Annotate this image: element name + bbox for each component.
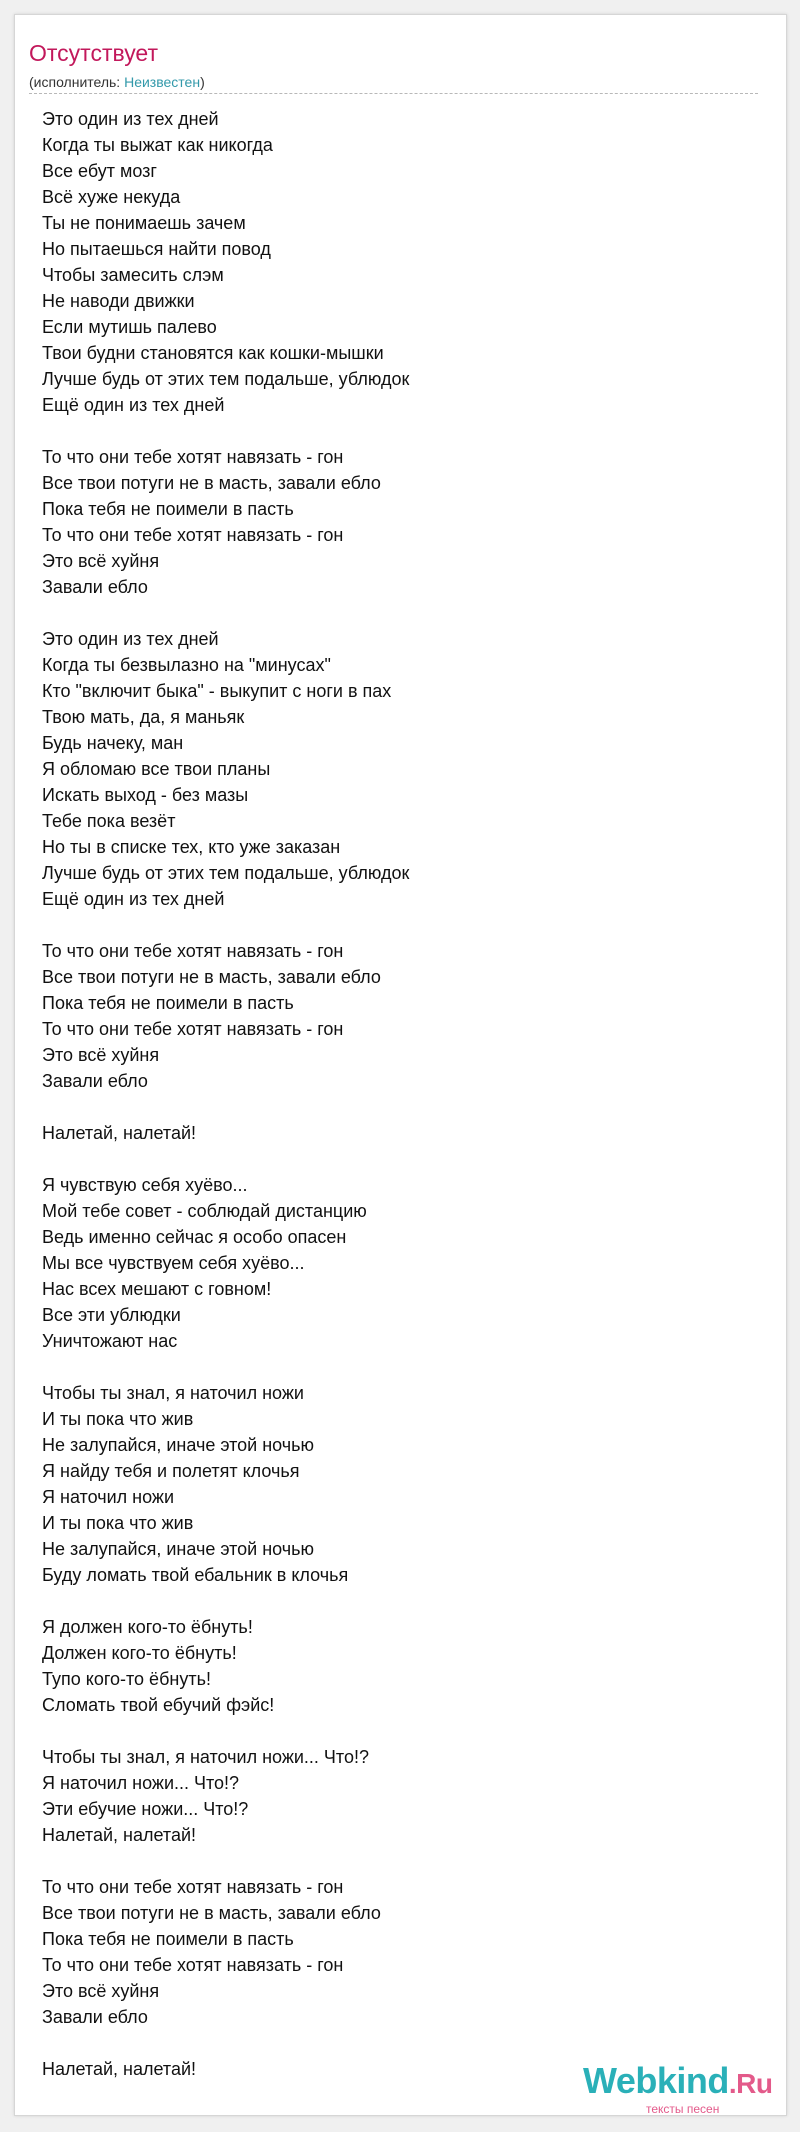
lyric-line: Это один из тех дней [42,629,219,649]
lyric-line: Всё хуже некуда [42,187,181,207]
lyric-line: Это всё хуйня [42,551,160,571]
lyric-line: Налетай, налетай! [42,2059,197,2079]
lyric-line: И ты пока что жив [42,1513,194,1533]
lyric-line: Лучше будь от этих тем подальше, ублюдок [42,863,410,883]
lyric-line: Искать выход - без мазы [42,785,249,805]
lyric-line: Не наводи движки [42,291,195,311]
stanza-break [42,1718,742,1744]
lyric-line: Ещё один из тех дней [42,889,225,909]
lyric-line: Нас всех мешают с говном! [42,1279,272,1299]
lyric-line: Я обломаю все твои планы [42,759,271,779]
lyric-line: Пока тебя не поимели в пасть [42,499,294,519]
lyric-line: Когда ты безвылазно на "минусах" [42,655,331,675]
lyrics-body [42,106,742,2082]
lyric-line: Лучше будь от этих тем подальше, ублюдок [42,369,410,389]
watermark-logo [583,2060,772,2102]
artist-suffix: ) [200,74,205,90]
lyric-line: Ещё один из тех дней [42,395,225,415]
stanza-break [42,418,742,444]
lyric-line: То что они тебе хотят навязать - гон [42,1019,344,1039]
lyric-line: Ведь именно сейчас я особо опасен [42,1227,347,1247]
lyric-line: Это всё хуйня [42,1045,160,1065]
artist-link[interactable]: Неизвестен [124,74,201,90]
artist-prefix: (исполнитель: [29,74,125,90]
lyric-line: Я найду тебя и полетят клочья [42,1461,300,1481]
lyric-line: Не залупайся, иначе этой ночью [42,1435,315,1455]
webkind-watermark [583,2060,773,2120]
lyric-line: Чтобы ты знал, я наточил ножи... Что!? [42,1747,369,1767]
lyric-line: Твои будни становятся как кошки-мышки [42,343,384,363]
lyric-line: Твою мать, да, я маньяк [42,707,245,727]
lyric-line: Уничтожают нас [42,1331,178,1351]
stanza-break [42,1146,742,1172]
song-title: Отсутствует [29,40,158,66]
lyric-line: Должен кого-то ёбнуть! [42,1643,237,1663]
lyric-line: И ты пока что жив [42,1409,194,1429]
lyric-line: Кто "включит быка" - выкупит с ноги в пах [42,681,392,701]
lyric-line: Сломать твой ебучий фэйс! [42,1695,275,1715]
lyric-line: Завали ебло [42,2007,148,2027]
lyric-line: Я должен кого-то ёбнуть! [42,1617,253,1637]
lyric-line: Тебе пока везёт [42,811,176,831]
lyric-line: То что они тебе хотят навязать - гон [42,525,344,545]
lyric-line: Я наточил ножи [42,1487,174,1507]
watermark-brand: Webkind [583,2060,729,2101]
stanza-break [42,1094,742,1120]
lyric-line: Мы все чувствуем себя хуёво... [42,1253,305,1273]
stanza-break [42,1354,742,1380]
lyric-line: Пока тебя не поимели в пасть [42,1929,294,1949]
lyric-line: Это один из тех дней [42,109,219,129]
watermark-tld: .Ru [728,2068,773,2099]
stanza-break [42,912,742,938]
lyric-line: Будь начеку, ман [42,733,184,753]
artist-line [29,74,205,90]
lyric-line: Пока тебя не поимели в пасть [42,993,294,1013]
lyric-line: Это всё хуйня [42,1981,160,2001]
lyric-line: Эти ебучие ножи... Что!? [42,1799,249,1819]
lyric-line: Налетай, налетай! [42,1123,197,1143]
stanza-break [42,1588,742,1614]
lyric-line: Я чувствую себя хуёво... [42,1175,248,1195]
lyric-line: Мой тебе совет - соблюдай дистанцию [42,1201,367,1221]
stanza-break [42,2030,742,2056]
lyric-line: Я наточил ножи... Что!? [42,1773,240,1793]
lyric-line: Чтобы ты знал, я наточил ножи [42,1383,304,1403]
lyric-line: Все ебут мозг [42,161,157,181]
lyric-line: То что они тебе хотят навязать - гон [42,447,344,467]
watermark-tagline: тексты песен [646,2102,720,2116]
header-divider [29,93,758,94]
lyric-line: Все твои потуги не в масть, завали ебло [42,967,381,987]
lyric-line: То что они тебе хотят навязать - гон [42,1877,344,1897]
lyric-line: Чтобы замесить слэм [42,265,224,285]
lyric-line: Тупо кого-то ёбнуть! [42,1669,211,1689]
lyric-line: Все твои потуги не в масть, завали ебло [42,473,381,493]
lyric-line: То что они тебе хотят навязать - гон [42,1955,344,1975]
lyric-line: Налетай, налетай! [42,1825,197,1845]
lyric-line: Если мутишь палево [42,317,217,337]
lyric-line: Завали ебло [42,577,148,597]
stanza-break [42,600,742,626]
lyric-line: Все твои потуги не в масть, завали ебло [42,1903,381,1923]
lyric-line: Но пытаешься найти повод [42,239,271,259]
lyric-line: Завали ебло [42,1071,148,1091]
lyric-line: То что они тебе хотят навязать - гон [42,941,344,961]
lyric-line: Буду ломать твой ебальник в клочья [42,1565,349,1585]
lyric-line: Все эти ублюдки [42,1305,181,1325]
lyric-line: Но ты в списке тех, кто уже заказан [42,837,341,857]
lyric-line: Когда ты выжат как никогда [42,135,273,155]
lyric-line: Ты не понимаешь зачем [42,213,246,233]
stanza-break [42,1848,742,1874]
lyric-line: Не залупайся, иначе этой ночью [42,1539,315,1559]
